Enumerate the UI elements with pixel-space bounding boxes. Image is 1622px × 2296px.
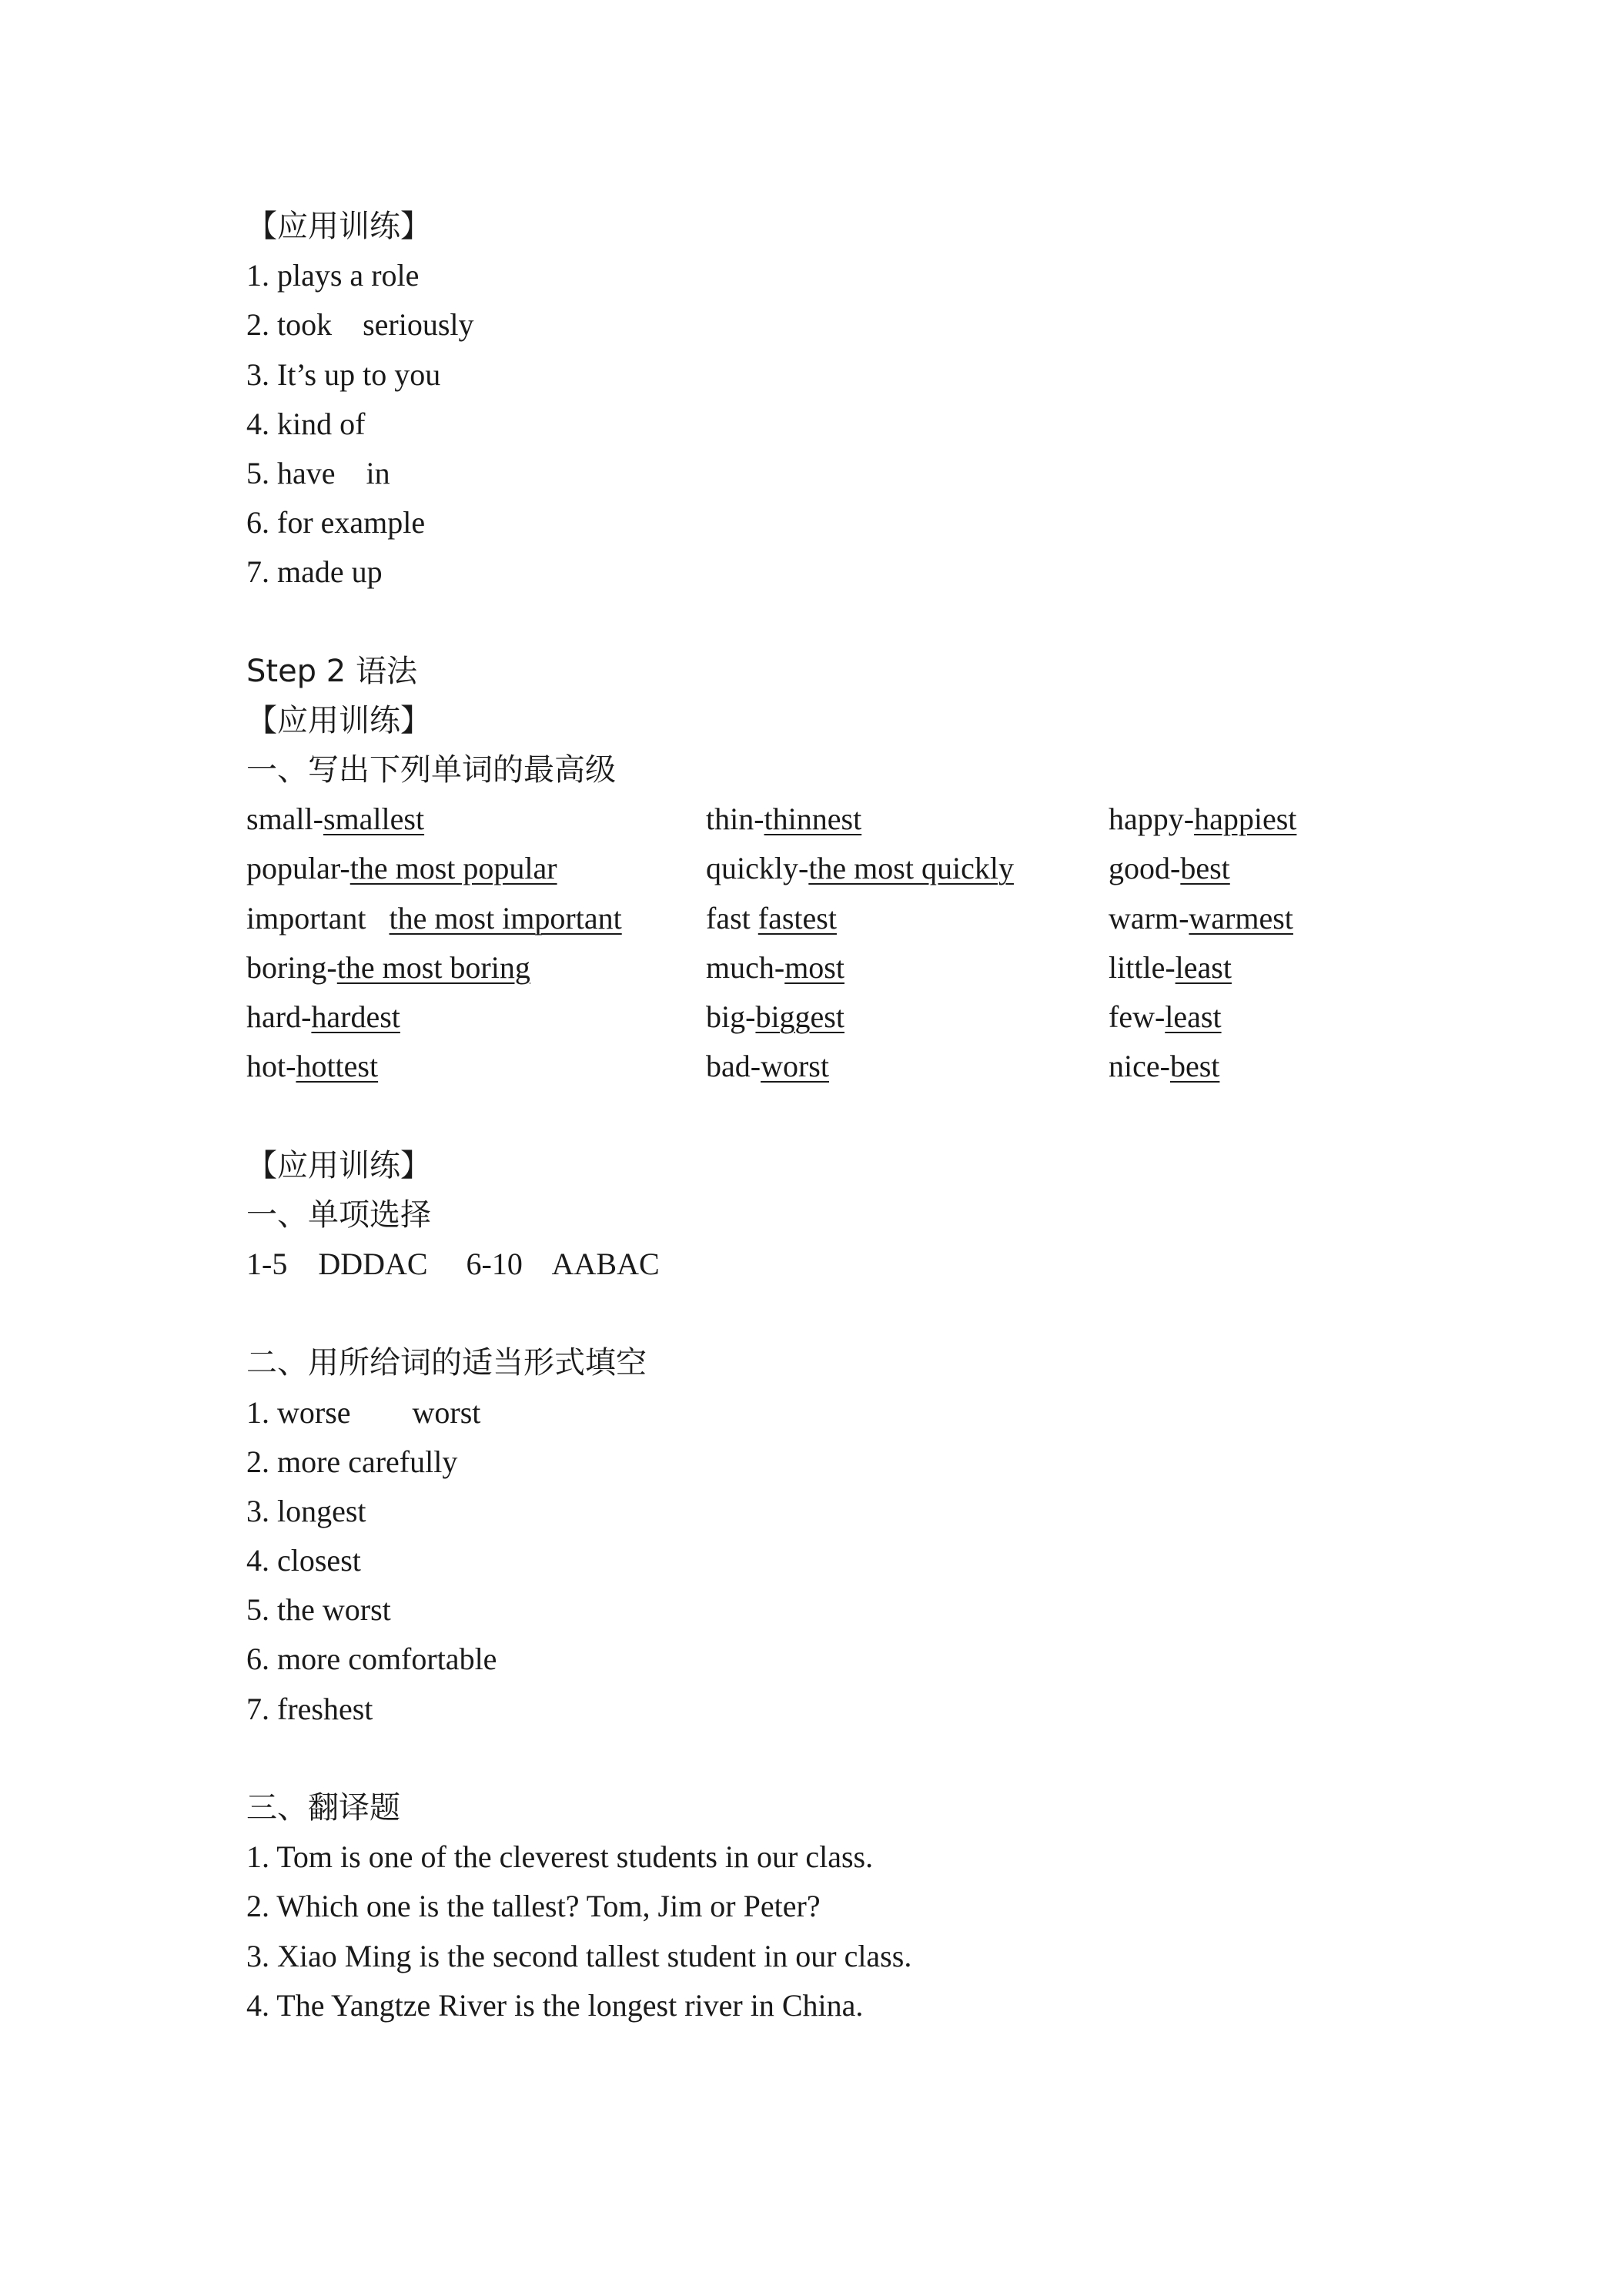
superlative-row xyxy=(246,894,1401,943)
superlative-cell xyxy=(246,943,530,992)
document-page xyxy=(246,202,1401,2030)
base-word: important xyxy=(246,900,390,935)
superlative-cell xyxy=(1109,795,1296,844)
superlative-answer: best xyxy=(1180,851,1230,886)
superlative-answer: biggest xyxy=(755,999,844,1034)
superlative-answer: thinnest xyxy=(764,802,862,837)
base-word: hot- xyxy=(246,1049,296,1084)
superlative-cell xyxy=(246,992,400,1042)
superlative-answer: the most popular xyxy=(349,851,557,886)
base-word: boring- xyxy=(246,949,337,985)
superlative-cell xyxy=(246,844,557,893)
exercise-title: 一、单项选择 xyxy=(246,1197,431,1233)
step-title: Step 2 语法 xyxy=(246,653,417,689)
superlative-answer: best xyxy=(1169,1049,1220,1084)
base-word: few- xyxy=(1109,999,1165,1034)
list-item: 3. Xiao Ming is the second tallest student in our class. xyxy=(246,1938,912,1973)
superlative-answer: hardest xyxy=(311,999,400,1034)
base-word: quickly- xyxy=(706,851,809,886)
section-heading: 【应用训练】 xyxy=(246,1147,431,1183)
exercise-title: 二、用所给词的适当形式填空 xyxy=(246,1345,647,1381)
superlative-answer: fastest xyxy=(757,900,837,935)
list-item: 1. Tom is one of the cleverest students in our class. xyxy=(246,1839,874,1875)
superlative-answer: happiest xyxy=(1194,802,1297,837)
superlative-cell xyxy=(706,1042,829,1091)
list-item: 3. longest xyxy=(246,1493,366,1528)
spacer xyxy=(246,1734,1401,1783)
list-item: 6. for example xyxy=(246,505,426,541)
superlative-row xyxy=(246,1042,1401,1091)
base-word: happy- xyxy=(1109,802,1195,837)
section-heading: 【应用训练】 xyxy=(246,702,431,738)
superlative-row xyxy=(246,795,1401,844)
superlative-row xyxy=(246,992,1401,1042)
list-item: 5. have in xyxy=(246,455,390,490)
superlative-row xyxy=(246,844,1401,893)
base-word: good- xyxy=(1109,851,1181,886)
base-word: hard- xyxy=(246,999,312,1034)
superlative-cell xyxy=(1109,894,1293,943)
superlative-cell xyxy=(1109,844,1230,893)
list-item: 6. more comfortable xyxy=(246,1642,497,1677)
list-item: 3. It’s up to you xyxy=(246,356,441,392)
list-item: 2. more carefully xyxy=(246,1444,458,1479)
list-item: 5. the worst xyxy=(246,1592,391,1628)
base-word: thin- xyxy=(706,802,764,837)
superlative-cell xyxy=(706,795,861,844)
superlative-cell xyxy=(246,1042,378,1091)
base-word: nice- xyxy=(1109,1049,1170,1084)
superlative-answer: worst xyxy=(761,1049,829,1084)
superlative-answer: least xyxy=(1175,949,1232,985)
spacer xyxy=(246,1289,1401,1338)
list-item: 2. took seriously xyxy=(246,307,474,343)
list-item: 4. closest xyxy=(246,1543,361,1578)
list-item: 4. kind of xyxy=(246,406,366,441)
superlative-cell xyxy=(1109,943,1232,992)
section-heading: 【应用训练】 xyxy=(246,209,431,244)
base-word: fast xyxy=(706,900,758,935)
base-word: much- xyxy=(706,949,785,985)
list-item: 4. The Yangtze River is the longest river in China. xyxy=(246,1987,864,2023)
list-item: 2. Which one is the tallest? Tom, Jim or Peter? xyxy=(246,1889,821,1924)
superlative-answer: most xyxy=(784,949,844,985)
base-word: bad- xyxy=(706,1049,761,1084)
list-item: 1. plays a role xyxy=(246,258,420,293)
base-word: little- xyxy=(1109,949,1176,985)
superlative-cell xyxy=(1109,1042,1219,1091)
superlative-cell xyxy=(246,894,622,943)
base-word: small- xyxy=(246,802,323,837)
exercise-title: 一、写出下列单词的最高级 xyxy=(246,752,616,788)
list-item: 7. made up xyxy=(246,554,383,590)
list-item: 7. freshest xyxy=(246,1691,373,1726)
superlative-row xyxy=(246,943,1401,992)
superlative-answer: smallest xyxy=(323,802,425,837)
superlative-cell xyxy=(706,992,844,1042)
exercise-title: 三、翻译题 xyxy=(246,1790,400,1826)
superlative-cell xyxy=(706,943,844,992)
superlative-answer: the most boring xyxy=(336,949,530,985)
superlative-answer: least xyxy=(1165,999,1222,1034)
list-item: 1. worse worst xyxy=(246,1394,481,1430)
superlative-answer: the most important xyxy=(389,900,622,935)
superlative-cell xyxy=(246,795,424,844)
superlative-answer: hottest xyxy=(296,1049,379,1084)
base-word: big- xyxy=(706,999,756,1034)
answer-key: 1-5 DDDAC 6-10 AABAC xyxy=(246,1246,660,1281)
superlative-cell xyxy=(1109,992,1222,1042)
spacer xyxy=(246,1091,1401,1140)
spacer xyxy=(246,597,1401,647)
base-word: popular- xyxy=(246,851,350,886)
superlative-answer: warmest xyxy=(1189,900,1293,935)
base-word: warm- xyxy=(1109,900,1189,935)
superlative-cell xyxy=(706,844,1014,893)
superlative-cell xyxy=(706,894,837,943)
superlative-answer: the most quickly xyxy=(808,851,1014,886)
